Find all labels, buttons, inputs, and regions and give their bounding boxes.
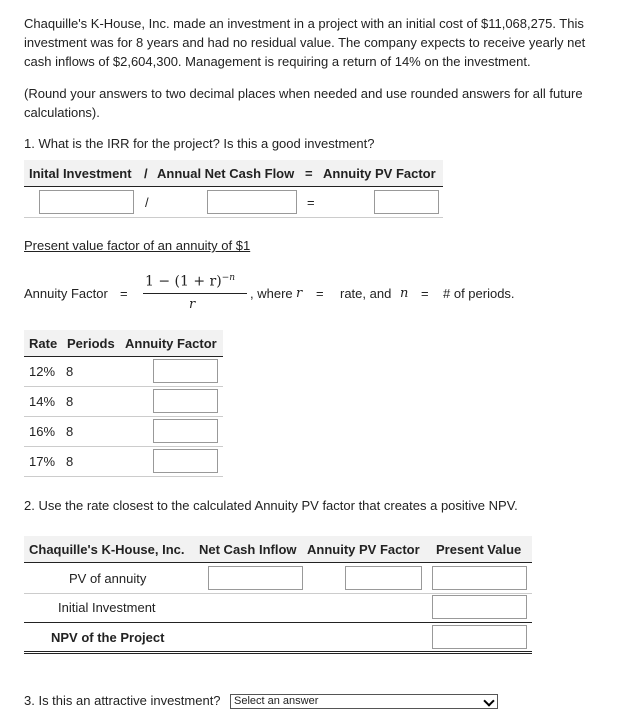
- chevron-down-icon: [483, 695, 494, 706]
- rate-16: 16%: [29, 424, 56, 439]
- rate-12: 12%: [29, 364, 56, 379]
- header-net-cash-inflow: Net Cash Inflow: [199, 542, 297, 557]
- npv-present-value-input[interactable]: [432, 625, 527, 649]
- periods-16: 8: [66, 424, 74, 439]
- header-annuity-pv-factor: Annuity PV Factor: [323, 166, 436, 181]
- pv-of-annuity-label: PV of annuity: [69, 571, 147, 586]
- periods-12: 8: [66, 364, 74, 379]
- header-divide: /: [144, 166, 148, 181]
- n-equals: =: [421, 286, 429, 301]
- header-annuity-factor: Annuity Factor: [125, 336, 217, 351]
- row-divide: /: [145, 195, 149, 210]
- n-symbol: n: [400, 286, 409, 301]
- annuity-pv-factor-input[interactable]: [374, 190, 439, 214]
- pv-annuity-net-cash-inflow-input[interactable]: [208, 566, 303, 590]
- periods-17: 8: [66, 454, 74, 469]
- annuity-factor-16-input[interactable]: [153, 419, 218, 443]
- formula-equals: =: [120, 286, 128, 301]
- initial-investment-present-value-input[interactable]: [432, 595, 527, 619]
- r-symbol: r: [296, 286, 303, 301]
- header-company: Chaquille's K-House, Inc.: [29, 542, 185, 557]
- periods-text: # of periods.: [443, 286, 515, 301]
- intro-paragraph: Chaquille's K-House, Inc. made an investment in a project with an initial cost of $11,068,275. This investment was for 8 years and had no residual value. The company expects to receive yearly net cash inflows of $2,604,300. Management is requiring a return of 14% on the investment.: [24, 16, 586, 69]
- pv-annuity-present-value-input[interactable]: [432, 566, 527, 590]
- initial-investment-input[interactable]: [39, 190, 134, 214]
- header-initial-investment: Inital Investment: [29, 166, 132, 181]
- periods-14: 8: [66, 394, 74, 409]
- annuity-factor-12-input[interactable]: [153, 359, 218, 383]
- header-annual-net-cash-flow: Annual Net Cash Flow: [157, 166, 295, 181]
- formula-numerator: $1 - (1 + r)^{-n}$: [145, 273, 236, 290]
- header-periods: Periods: [67, 336, 115, 351]
- pv-annuity-formula-link[interactable]: Present value factor of an annuity of $1: [24, 238, 251, 253]
- npv-project-label: NPV of the Project: [51, 630, 165, 645]
- attractive-investment-select[interactable]: [230, 694, 498, 709]
- formula-exponent: −n: [221, 273, 236, 283]
- question-1: 1. What is the IRR for the project? Is this a good investment?: [24, 136, 375, 151]
- rounding-note: (Round your answers to two decimal places when needed and use rounded answers for all future calculations).: [24, 86, 583, 120]
- rate-17: 17%: [29, 454, 56, 469]
- header-equals: =: [305, 166, 313, 181]
- annual-net-cash-flow-input[interactable]: [207, 190, 297, 214]
- annuity-factor-17-input[interactable]: [153, 449, 218, 473]
- row-equals: =: [307, 195, 315, 210]
- rate-14: 14%: [29, 394, 56, 409]
- header-present-value: Present Value: [436, 542, 522, 557]
- initial-investment-label: Initial Investment: [58, 600, 156, 615]
- question-3: 3. Is this an attractive investment?: [24, 693, 221, 708]
- fraction-bar: [143, 293, 247, 294]
- r-equals: =: [316, 286, 324, 301]
- pv-annuity-factor-input[interactable]: [345, 566, 422, 590]
- header-npv-annuity-pv-factor: Annuity PV Factor: [307, 542, 420, 557]
- where-text: , where: [250, 286, 293, 301]
- rate-text: rate, and: [340, 286, 392, 301]
- annuity-factor-14-input[interactable]: [153, 389, 218, 413]
- formula-denominator: r: [189, 297, 196, 312]
- question-2: 2. Use the rate closest to the calculated Annuity PV factor that creates a positive NPV.: [24, 498, 518, 513]
- select-value: Select an answer: [234, 695, 319, 707]
- header-rate: Rate: [29, 336, 58, 351]
- annuity-factor-label: Annuity Factor: [24, 286, 108, 301]
